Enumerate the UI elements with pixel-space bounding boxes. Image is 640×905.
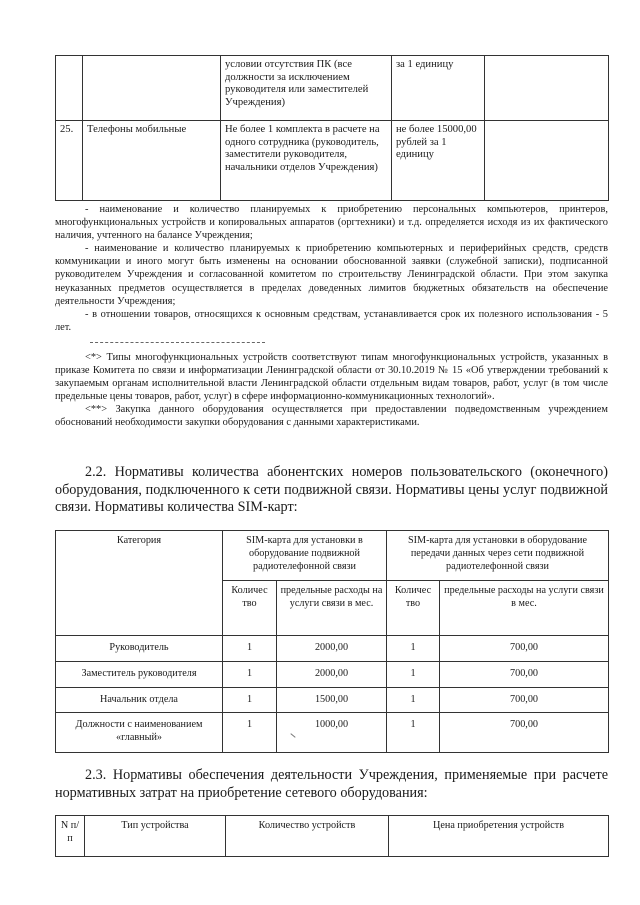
body-text <box>55 203 608 334</box>
header-group-data: SIM-карта для установки в оборудование передачи данных через сети подвижной радиотелефонной связи <box>387 531 609 581</box>
cell-category: Руководитель <box>56 636 223 662</box>
cell-qty-data: 1 <box>387 687 440 713</box>
sim-card-norms-table <box>55 530 609 753</box>
table-row <box>56 56 609 121</box>
cell-limit-voice: 2000,00 <box>277 636 387 662</box>
section-heading-2-3 <box>55 767 608 802</box>
cell-qty-data: 1 <box>387 713 440 753</box>
header-group-voice: SIM-карта для установки в оборудование подвижной радиотелефонной связи <box>223 531 387 581</box>
table-row <box>56 121 609 201</box>
header-limit-data: предельные расходы на услуги связи в мес. <box>440 581 609 636</box>
footnote: <*> Типы многофункциональных устройств соответствуют типам многофункциональных устройств, указанных в приказе Комитета по связи и информатизации Ленинградской области от 30.10.2019 № 15 «Об утверждении требований к закупаемым органам исполнительной власти Ленинградской области отдельным видам товаров, работ, услуг (в том числе предельные цены товаров, работ, услуг) в сфере информационно-коммуникационных технологий». <box>55 352 608 403</box>
table-header-row <box>56 531 609 581</box>
equipment-norms-table <box>55 55 609 201</box>
cell-limit-data: 700,00 <box>440 661 609 687</box>
item-price: не более 15000,00 рублей за 1 единицу <box>392 121 485 201</box>
header-category: Категория <box>56 531 223 636</box>
header-device-type: Тип устройства <box>85 816 226 857</box>
cell-qty-voice: 1 <box>223 636 277 662</box>
cell-category: Заместитель руководителя <box>56 661 223 687</box>
table-row <box>56 661 609 687</box>
item-name <box>83 56 221 121</box>
header-device-count: Количество устройств <box>226 816 389 857</box>
cell-limit-voice: 1500,00 <box>277 687 387 713</box>
cell-qty-voice: 1 <box>223 713 277 753</box>
item-name: Телефоны мобильные <box>83 121 221 201</box>
header-limit-voice: предельные расходы на услуги связи в мес. <box>277 581 387 636</box>
cell-limit-voice: 2000,00 <box>277 661 387 687</box>
cell-qty-data: 1 <box>387 636 440 662</box>
paragraph: - наименование и количество планируемых к приобретению персональных компьютеров, принтеров, многофункциональных устройств и копировальных аппаратов (оргтехники) и т.д. определяется исходя из их фактического наличия, учтенного на балансе Учреждения; <box>55 204 608 242</box>
section-heading-text: 2.3. Нормативы обеспечения деятельности Учреждения, применяемые при расчете нормативных затрат на приобретение сетевого оборудования: <box>55 767 608 801</box>
cell-qty-voice: 1 <box>223 687 277 713</box>
table-header-row <box>56 816 609 857</box>
section-heading-2-2 <box>55 464 608 517</box>
header-qty-data: Количес тво <box>387 581 440 636</box>
header-num: N п/п <box>56 816 85 857</box>
cell-limit-data: 700,00 <box>440 713 609 753</box>
item-norm: условии отсутствия ПК (все должности за исключением руководителя или заместителей Учреждения) <box>221 56 392 121</box>
footnote: <**> Закупка данного оборудования осуществляется при предоставлении подведомственным учреждением обоснований необходимости закупки оборудования с данными характеристиками. <box>55 404 608 429</box>
item-extra <box>485 121 609 201</box>
section-heading-text: 2.2. Нормативы количества абонентских номеров пользовательского (оконечного) оборудования, подключенного к сети подвижной связи. Нормативы цены услуг подвижной связи. Нормативы количества SIM-карт: <box>55 464 608 515</box>
row-number <box>56 56 83 121</box>
item-norm: Не более 1 комплекта в расчете на одного сотрудника (руководитель, заместители руководителя, начальники отделов Учреждения) <box>221 121 392 201</box>
cell-limit-data: 700,00 <box>440 687 609 713</box>
table-row <box>56 636 609 662</box>
network-equipment-table <box>55 815 609 857</box>
cell-category: Должности с наименованием «главный» <box>56 713 223 753</box>
cell-category: Начальник отдела <box>56 687 223 713</box>
row-number: 25. <box>56 121 83 201</box>
cell-qty-voice: 1 <box>223 661 277 687</box>
item-price: за 1 единицу <box>392 56 485 121</box>
header-qty-voice: Количес тво <box>223 581 277 636</box>
paragraph: - наименование и количество планируемых к приобретению компьютерных и периферийных средств, средств коммуникации и иного могут быть изменены на основании обоснованной заявки (служебной записки), подписанной руководителем Учреждения и согласованной комитетом по строительству Ленинградской области. При этом закупка неуказанных предметов осуществляется в пределах доведенных лимитов бюджетных обязательств на обеспечение деятельности Учреждения; <box>55 243 608 307</box>
cell-limit-voice: 1000,00 <box>277 713 387 753</box>
footnote-separator <box>90 342 265 343</box>
table-row <box>56 713 609 753</box>
cell-qty-data: 1 <box>387 661 440 687</box>
item-extra <box>485 56 609 121</box>
footnotes <box>55 351 608 430</box>
header-device-price: Цена приобретения устройств <box>389 816 609 857</box>
table-row <box>56 687 609 713</box>
paragraph: - в отношении товаров, относящихся к основным средствам, устанавливается срок их полезного использования - 5 лет. <box>55 308 608 333</box>
cell-limit-data: 700,00 <box>440 636 609 662</box>
